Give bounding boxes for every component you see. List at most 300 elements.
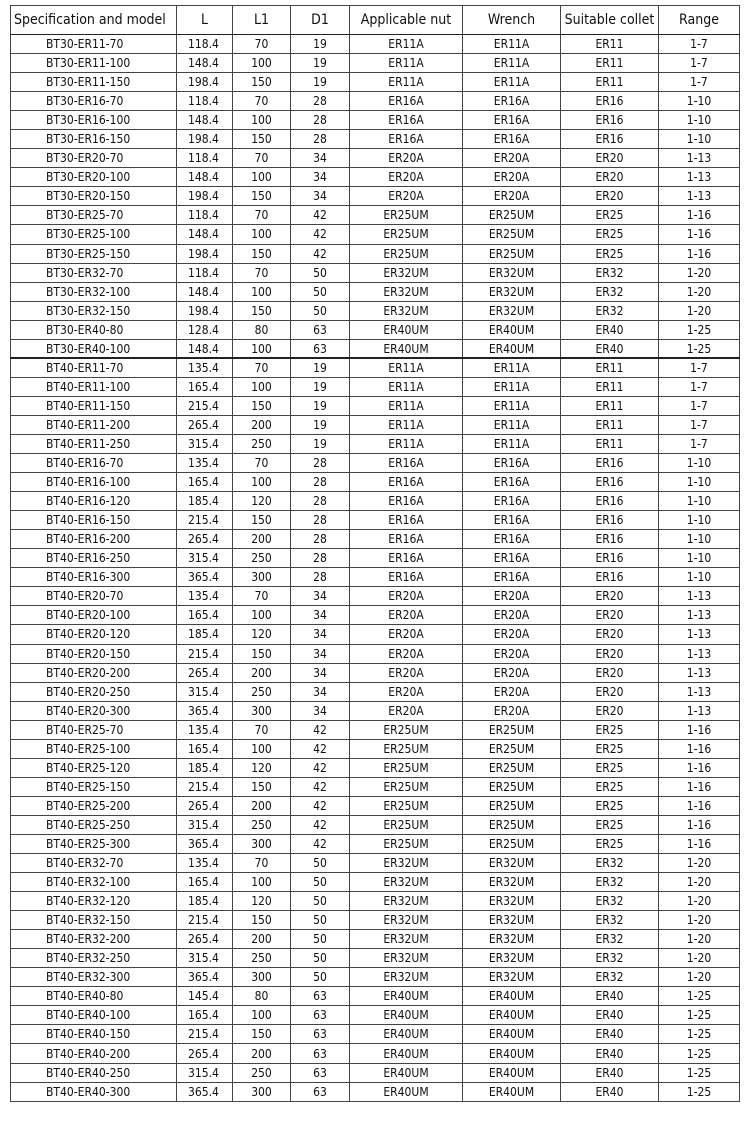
- cell-collet: ER32: [561, 930, 659, 949]
- cell-model: BT40-ER40-250: [11, 1063, 177, 1082]
- cell-collet: ER32: [561, 968, 659, 987]
- cell-collet: ER20: [561, 149, 659, 168]
- cell-nut: ER20A: [350, 701, 463, 720]
- cell-collet: ER25: [561, 739, 659, 758]
- cell-d1: 34: [291, 149, 350, 168]
- cell-l: 165.4: [177, 377, 233, 396]
- cell-range: 1-7: [659, 54, 740, 73]
- cell-range: 1-10: [659, 454, 740, 473]
- table-row: [11, 473, 740, 492]
- cell-nut: ER20A: [350, 187, 463, 206]
- cell-collet: ER16: [561, 568, 659, 587]
- cell-collet: ER20: [561, 587, 659, 606]
- cell-nut: ER16A: [350, 473, 463, 492]
- cell-l1: 250: [233, 682, 291, 701]
- cell-nut: ER20A: [350, 606, 463, 625]
- cell-l: 118.4: [177, 206, 233, 225]
- cell-range: 1-13: [659, 644, 740, 663]
- cell-d1: 50: [291, 301, 350, 320]
- table-row: [11, 873, 740, 892]
- cell-model: BT30-ER20-150: [11, 187, 177, 206]
- cell-l1: 150: [233, 511, 291, 530]
- cell-collet: ER25: [561, 225, 659, 244]
- cell-range: 1-25: [659, 1025, 740, 1044]
- cell-model: BT40-ER25-120: [11, 758, 177, 777]
- cell-collet: ER25: [561, 758, 659, 777]
- cell-range: 1-16: [659, 815, 740, 834]
- cell-range: 1-10: [659, 549, 740, 568]
- cell-collet: ER16: [561, 492, 659, 511]
- cell-d1: 50: [291, 968, 350, 987]
- cell-range: 1-16: [659, 720, 740, 739]
- cell-wrench: ER40UM: [463, 1044, 561, 1063]
- table-row: [11, 415, 740, 434]
- cell-range: 1-7: [659, 377, 740, 396]
- cell-collet: ER16: [561, 549, 659, 568]
- cell-model: BT40-ER16-150: [11, 511, 177, 530]
- cell-l: 185.4: [177, 625, 233, 644]
- cell-d1: 50: [291, 911, 350, 930]
- cell-model: BT30-ER11-70: [11, 35, 177, 54]
- cell-collet: ER20: [561, 187, 659, 206]
- cell-range: 1-13: [659, 168, 740, 187]
- cell-l: 215.4: [177, 396, 233, 415]
- table-row: [11, 73, 740, 92]
- cell-collet: ER11: [561, 358, 659, 377]
- cell-model: BT40-ER20-300: [11, 701, 177, 720]
- cell-model: BT30-ER25-70: [11, 206, 177, 225]
- cell-d1: 63: [291, 320, 350, 339]
- cell-range: 1-16: [659, 834, 740, 853]
- cell-nut: ER40UM: [350, 320, 463, 339]
- cell-l1: 200: [233, 796, 291, 815]
- cell-l: 315.4: [177, 815, 233, 834]
- cell-d1: 28: [291, 568, 350, 587]
- cell-l: 148.4: [177, 282, 233, 301]
- cell-l1: 120: [233, 625, 291, 644]
- cell-wrench: ER20A: [463, 701, 561, 720]
- cell-range: 1-20: [659, 873, 740, 892]
- cell-l1: 80: [233, 320, 291, 339]
- cell-l: 215.4: [177, 511, 233, 530]
- cell-range: 1-20: [659, 892, 740, 911]
- cell-collet: ER16: [561, 454, 659, 473]
- cell-wrench: ER20A: [463, 682, 561, 701]
- cell-range: 1-25: [659, 320, 740, 339]
- cell-l: 148.4: [177, 339, 233, 358]
- cell-nut: ER16A: [350, 568, 463, 587]
- table-row: [11, 35, 740, 54]
- cell-l: 185.4: [177, 758, 233, 777]
- cell-l: 315.4: [177, 434, 233, 453]
- cell-l1: 70: [233, 358, 291, 377]
- cell-l1: 150: [233, 777, 291, 796]
- cell-nut: ER20A: [350, 682, 463, 701]
- cell-l: 315.4: [177, 549, 233, 568]
- cell-l: 215.4: [177, 1025, 233, 1044]
- cell-wrench: ER20A: [463, 625, 561, 644]
- cell-collet: ER11: [561, 377, 659, 396]
- cell-l1: 300: [233, 701, 291, 720]
- cell-collet: ER20: [561, 682, 659, 701]
- cell-collet: ER20: [561, 168, 659, 187]
- cell-l1: 100: [233, 54, 291, 73]
- cell-wrench: ER20A: [463, 168, 561, 187]
- spec-table: [10, 5, 740, 1102]
- cell-model: BT30-ER16-150: [11, 130, 177, 149]
- cell-d1: 34: [291, 625, 350, 644]
- cell-d1: 28: [291, 111, 350, 130]
- cell-wrench: ER20A: [463, 187, 561, 206]
- cell-nut: ER32UM: [350, 892, 463, 911]
- cell-collet: ER11: [561, 415, 659, 434]
- cell-d1: 42: [291, 225, 350, 244]
- cell-collet: ER32: [561, 854, 659, 873]
- cell-wrench: ER16A: [463, 530, 561, 549]
- cell-l1: 100: [233, 473, 291, 492]
- cell-l: 165.4: [177, 1006, 233, 1025]
- cell-nut: ER16A: [350, 530, 463, 549]
- cell-l1: 150: [233, 130, 291, 149]
- cell-l: 198.4: [177, 187, 233, 206]
- cell-d1: 28: [291, 130, 350, 149]
- cell-nut: ER40UM: [350, 1006, 463, 1025]
- cell-l: 148.4: [177, 168, 233, 187]
- cell-l: 118.4: [177, 263, 233, 282]
- cell-range: 1-20: [659, 911, 740, 930]
- cell-l1: 200: [233, 930, 291, 949]
- cell-l: 365.4: [177, 701, 233, 720]
- table-row: [11, 968, 740, 987]
- cell-l1: 120: [233, 892, 291, 911]
- cell-wrench: ER32UM: [463, 263, 561, 282]
- table-row: [11, 911, 740, 930]
- cell-d1: 50: [291, 282, 350, 301]
- table-row: [11, 54, 740, 73]
- cell-l: 198.4: [177, 244, 233, 263]
- cell-model: BT40-ER32-250: [11, 949, 177, 968]
- cell-nut: ER20A: [350, 587, 463, 606]
- cell-d1: 50: [291, 263, 350, 282]
- cell-wrench: ER32UM: [463, 854, 561, 873]
- table-row: [11, 320, 740, 339]
- cell-range: 1-13: [659, 625, 740, 644]
- table-row: [11, 358, 740, 377]
- cell-l: 135.4: [177, 854, 233, 873]
- cell-range: 1-13: [659, 663, 740, 682]
- cell-wrench: ER25UM: [463, 206, 561, 225]
- cell-wrench: ER32UM: [463, 282, 561, 301]
- cell-model: BT40-ER32-120: [11, 892, 177, 911]
- table-row: [11, 549, 740, 568]
- cell-collet: ER40: [561, 1063, 659, 1082]
- table-row: [11, 244, 740, 263]
- header-l: L: [177, 6, 233, 35]
- cell-wrench: ER11A: [463, 396, 561, 415]
- cell-model: BT30-ER11-100: [11, 54, 177, 73]
- cell-nut: ER11A: [350, 377, 463, 396]
- cell-nut: ER16A: [350, 130, 463, 149]
- table-row: [11, 568, 740, 587]
- cell-d1: 19: [291, 35, 350, 54]
- cell-range: 1-25: [659, 1082, 740, 1101]
- cell-range: 1-13: [659, 587, 740, 606]
- table-row: [11, 758, 740, 777]
- table-row: [11, 1063, 740, 1082]
- cell-wrench: ER11A: [463, 415, 561, 434]
- cell-collet: ER16: [561, 511, 659, 530]
- cell-range: 1-7: [659, 396, 740, 415]
- cell-l: 165.4: [177, 873, 233, 892]
- table-row: [11, 206, 740, 225]
- cell-l1: 300: [233, 1082, 291, 1101]
- cell-model: BT40-ER32-100: [11, 873, 177, 892]
- cell-d1: 50: [291, 949, 350, 968]
- cell-l1: 150: [233, 1025, 291, 1044]
- cell-l1: 300: [233, 568, 291, 587]
- cell-wrench: ER20A: [463, 663, 561, 682]
- cell-d1: 19: [291, 396, 350, 415]
- cell-l: 198.4: [177, 73, 233, 92]
- cell-model: BT40-ER16-250: [11, 549, 177, 568]
- table-row: [11, 892, 740, 911]
- cell-l1: 70: [233, 720, 291, 739]
- cell-wrench: ER11A: [463, 434, 561, 453]
- cell-l: 135.4: [177, 358, 233, 377]
- cell-wrench: ER16A: [463, 130, 561, 149]
- cell-d1: 42: [291, 720, 350, 739]
- cell-model: BT40-ER11-150: [11, 396, 177, 415]
- cell-collet: ER11: [561, 73, 659, 92]
- table-row: [11, 739, 740, 758]
- table-row: [11, 987, 740, 1006]
- table-row: [11, 777, 740, 796]
- cell-d1: 50: [291, 930, 350, 949]
- table-row: [11, 377, 740, 396]
- table-row: [11, 511, 740, 530]
- cell-l: 145.4: [177, 987, 233, 1006]
- cell-model: BT30-ER16-70: [11, 92, 177, 111]
- cell-d1: 19: [291, 54, 350, 73]
- table-row: [11, 815, 740, 834]
- cell-d1: 42: [291, 834, 350, 853]
- table-row: [11, 149, 740, 168]
- cell-nut: ER11A: [350, 396, 463, 415]
- cell-collet: ER32: [561, 282, 659, 301]
- cell-nut: ER32UM: [350, 911, 463, 930]
- cell-model: BT40-ER20-70: [11, 587, 177, 606]
- cell-collet: ER40: [561, 320, 659, 339]
- cell-l: 265.4: [177, 1044, 233, 1063]
- cell-model: BT40-ER16-120: [11, 492, 177, 511]
- cell-model: BT40-ER11-70: [11, 358, 177, 377]
- cell-l1: 250: [233, 949, 291, 968]
- cell-d1: 63: [291, 1063, 350, 1082]
- cell-model: BT30-ER40-100: [11, 339, 177, 358]
- cell-d1: 63: [291, 1006, 350, 1025]
- cell-l1: 250: [233, 815, 291, 834]
- cell-model: BT40-ER32-200: [11, 930, 177, 949]
- cell-nut: ER32UM: [350, 873, 463, 892]
- cell-nut: ER11A: [350, 35, 463, 54]
- cell-d1: 34: [291, 682, 350, 701]
- cell-range: 1-20: [659, 930, 740, 949]
- cell-l1: 100: [233, 873, 291, 892]
- cell-d1: 63: [291, 339, 350, 358]
- header-applicable-nut: Applicable nut: [350, 6, 463, 35]
- cell-collet: ER11: [561, 54, 659, 73]
- cell-model: BT30-ER32-150: [11, 301, 177, 320]
- table-row: [11, 168, 740, 187]
- table-row: [11, 263, 740, 282]
- cell-l1: 250: [233, 1063, 291, 1082]
- cell-range: 1-20: [659, 301, 740, 320]
- table-header-row: [11, 6, 740, 35]
- cell-wrench: ER25UM: [463, 758, 561, 777]
- cell-l: 118.4: [177, 149, 233, 168]
- cell-l1: 120: [233, 492, 291, 511]
- cell-range: 1-10: [659, 530, 740, 549]
- cell-range: 1-10: [659, 473, 740, 492]
- cell-l: 265.4: [177, 663, 233, 682]
- cell-range: 1-16: [659, 244, 740, 263]
- cell-wrench: ER25UM: [463, 720, 561, 739]
- cell-nut: ER32UM: [350, 282, 463, 301]
- cell-nut: ER25UM: [350, 758, 463, 777]
- table-row: [11, 1006, 740, 1025]
- cell-l1: 150: [233, 396, 291, 415]
- cell-wrench: ER32UM: [463, 930, 561, 949]
- cell-collet: ER20: [561, 701, 659, 720]
- cell-d1: 28: [291, 530, 350, 549]
- table-row: [11, 701, 740, 720]
- cell-l: 198.4: [177, 130, 233, 149]
- cell-wrench: ER32UM: [463, 911, 561, 930]
- cell-model: BT40-ER32-70: [11, 854, 177, 873]
- cell-l1: 200: [233, 1044, 291, 1063]
- cell-l1: 100: [233, 111, 291, 130]
- cell-nut: ER32UM: [350, 263, 463, 282]
- cell-collet: ER25: [561, 720, 659, 739]
- cell-d1: 34: [291, 168, 350, 187]
- cell-wrench: ER25UM: [463, 834, 561, 853]
- cell-wrench: ER40UM: [463, 320, 561, 339]
- cell-collet: ER25: [561, 777, 659, 796]
- cell-l: 185.4: [177, 492, 233, 511]
- cell-model: BT40-ER40-300: [11, 1082, 177, 1101]
- cell-range: 1-20: [659, 949, 740, 968]
- cell-range: 1-25: [659, 1006, 740, 1025]
- table-row: [11, 396, 740, 415]
- cell-nut: ER40UM: [350, 1082, 463, 1101]
- cell-l: 215.4: [177, 644, 233, 663]
- cell-d1: 19: [291, 415, 350, 434]
- cell-d1: 28: [291, 92, 350, 111]
- cell-collet: ER25: [561, 244, 659, 263]
- cell-d1: 19: [291, 377, 350, 396]
- cell-nut: ER16A: [350, 92, 463, 111]
- table-row: [11, 187, 740, 206]
- cell-nut: ER25UM: [350, 225, 463, 244]
- cell-model: BT30-ER25-100: [11, 225, 177, 244]
- cell-range: 1-13: [659, 149, 740, 168]
- cell-nut: ER40UM: [350, 1044, 463, 1063]
- cell-d1: 42: [291, 796, 350, 815]
- cell-wrench: ER40UM: [463, 339, 561, 358]
- cell-l1: 100: [233, 377, 291, 396]
- cell-range: 1-25: [659, 339, 740, 358]
- table-row: [11, 492, 740, 511]
- cell-collet: ER16: [561, 92, 659, 111]
- cell-d1: 34: [291, 587, 350, 606]
- cell-model: BT40-ER25-300: [11, 834, 177, 853]
- cell-wrench: ER32UM: [463, 949, 561, 968]
- cell-nut: ER20A: [350, 625, 463, 644]
- cell-range: 1-16: [659, 206, 740, 225]
- cell-model: BT40-ER20-120: [11, 625, 177, 644]
- cell-d1: 50: [291, 873, 350, 892]
- cell-l1: 300: [233, 968, 291, 987]
- cell-l1: 100: [233, 168, 291, 187]
- cell-l1: 150: [233, 187, 291, 206]
- cell-nut: ER11A: [350, 415, 463, 434]
- cell-range: 1-20: [659, 282, 740, 301]
- table-row: [11, 339, 740, 358]
- cell-range: 1-10: [659, 92, 740, 111]
- cell-collet: ER32: [561, 892, 659, 911]
- cell-collet: ER32: [561, 301, 659, 320]
- cell-l: 365.4: [177, 834, 233, 853]
- table-row: [11, 1044, 740, 1063]
- cell-d1: 50: [291, 892, 350, 911]
- table-row: [11, 225, 740, 244]
- cell-model: BT40-ER32-150: [11, 911, 177, 930]
- table-row: [11, 854, 740, 873]
- cell-model: BT40-ER11-250: [11, 434, 177, 453]
- cell-collet: ER40: [561, 1082, 659, 1101]
- cell-wrench: ER40UM: [463, 1006, 561, 1025]
- cell-range: 1-10: [659, 511, 740, 530]
- cell-l: 315.4: [177, 949, 233, 968]
- cell-model: BT40-ER25-200: [11, 796, 177, 815]
- cell-model: BT40-ER20-250: [11, 682, 177, 701]
- cell-l: 365.4: [177, 968, 233, 987]
- cell-d1: 28: [291, 454, 350, 473]
- cell-nut: ER25UM: [350, 796, 463, 815]
- table-row: [11, 301, 740, 320]
- cell-collet: ER40: [561, 987, 659, 1006]
- cell-wrench: ER11A: [463, 358, 561, 377]
- table-row: [11, 130, 740, 149]
- cell-l: 265.4: [177, 796, 233, 815]
- table-row: [11, 796, 740, 815]
- cell-range: 1-7: [659, 415, 740, 434]
- cell-l1: 70: [233, 206, 291, 225]
- cell-d1: 63: [291, 1025, 350, 1044]
- table-row: [11, 625, 740, 644]
- table-row: [11, 1082, 740, 1101]
- cell-wrench: ER25UM: [463, 225, 561, 244]
- cell-l: 148.4: [177, 54, 233, 73]
- cell-range: 1-7: [659, 73, 740, 92]
- cell-d1: 63: [291, 987, 350, 1006]
- cell-l1: 70: [233, 263, 291, 282]
- cell-collet: ER20: [561, 625, 659, 644]
- header-suitable-collet: Suitable collet: [561, 6, 659, 35]
- cell-range: 1-13: [659, 682, 740, 701]
- cell-d1: 42: [291, 244, 350, 263]
- cell-model: BT40-ER40-150: [11, 1025, 177, 1044]
